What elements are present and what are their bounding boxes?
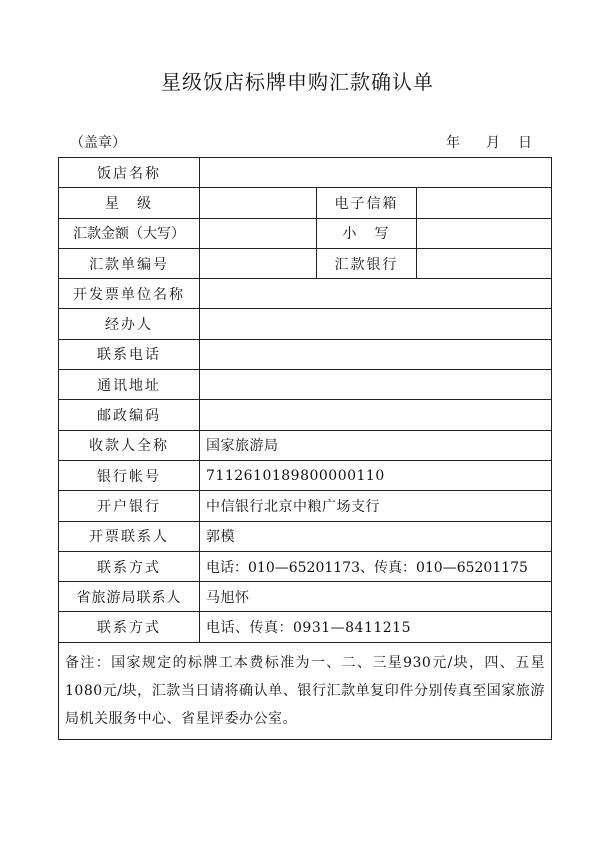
form-row xyxy=(59,521,552,551)
hotel-name-field[interactable] xyxy=(200,158,552,188)
form-row xyxy=(59,309,552,339)
confirmation-form-table xyxy=(58,157,552,740)
amount-lower-field[interactable] xyxy=(417,218,552,248)
remit-bank-label: 汇款银行 xyxy=(317,248,417,278)
payee-label: 收款人全称 xyxy=(59,430,200,460)
prov-contact-value: 马旭怀 xyxy=(200,582,552,612)
form-row xyxy=(59,218,552,248)
address-field[interactable] xyxy=(200,370,552,400)
postcode-label: 邮政编码 xyxy=(59,400,200,430)
handler-label: 经办人 xyxy=(59,309,200,339)
form-row xyxy=(59,460,552,490)
star-level-field[interactable] xyxy=(200,188,317,218)
remit-no-label: 汇款单编号 xyxy=(59,248,200,278)
invoice-contact-label: 开票联系人 xyxy=(59,521,200,551)
amount-upper-label: 汇款金额（大写） xyxy=(59,218,200,248)
document-title: 星级饭店标牌申购汇款确认单 xyxy=(161,70,434,94)
form-row xyxy=(59,339,552,369)
email-label: 电子信箱 xyxy=(317,188,417,218)
amount-lower-label: 小 写 xyxy=(317,218,417,248)
remit-bank-field[interactable] xyxy=(417,248,552,278)
payee-value: 国家旅游局 xyxy=(200,430,552,460)
star-level-label: 星 级 xyxy=(59,188,200,218)
account-value: 711261018980000011​0 xyxy=(200,460,552,490)
handler-field[interactable] xyxy=(200,309,552,339)
invoice-unit-label: 开发票单位名称 xyxy=(59,279,200,309)
note-text: 备注：国家规定的标牌工本费标准为一、二、三星930元/块，四、五星1080元/块，汇款当日请将确认单、银行汇款单复印件分别传真至国家旅游局机关服务中心、省星评委办公室。 xyxy=(59,642,552,739)
form-row xyxy=(59,430,552,460)
hotel-name-label: 饭店名称 xyxy=(59,158,200,188)
form-row xyxy=(59,279,552,309)
contact-value: 电话：010—65201173、传真：010—65201175 xyxy=(200,551,552,581)
form-row xyxy=(59,612,552,642)
contact-label: 联系方式 xyxy=(59,551,200,581)
contact2-label: 联系方式 xyxy=(59,612,200,642)
phone-label: 联系电话 xyxy=(59,339,200,369)
bank-value: 中信银行北京中粮广场支行 xyxy=(200,491,552,521)
prov-contact-label: 省旅游局联系人 xyxy=(59,582,200,612)
form-row xyxy=(59,158,552,188)
date-line xyxy=(446,132,532,152)
form-row xyxy=(59,248,552,278)
invoice-unit-field[interactable] xyxy=(200,279,552,309)
form-row xyxy=(59,188,552,218)
contact2-value: 电话、传真：0931—8411215 xyxy=(200,612,552,642)
date-month-label: 月 xyxy=(486,135,500,151)
stamp-label: （盖章） xyxy=(70,135,126,151)
invoice-contact-value: 郭模 xyxy=(200,521,552,551)
postcode-field[interactable] xyxy=(200,400,552,430)
bank-label: 开户银行 xyxy=(59,491,200,521)
account-label: 银行帐号 xyxy=(59,460,200,490)
email-field[interactable] xyxy=(417,188,552,218)
phone-field[interactable] xyxy=(200,339,552,369)
form-row xyxy=(59,491,552,521)
amount-upper-field[interactable] xyxy=(200,218,317,248)
date-day-label: 日 xyxy=(518,135,532,151)
address-label: 通讯地址 xyxy=(59,370,200,400)
remit-no-field[interactable] xyxy=(200,248,317,278)
form-row xyxy=(59,400,552,430)
form-row xyxy=(59,370,552,400)
form-row xyxy=(59,642,552,739)
form-row xyxy=(59,551,552,581)
form-row xyxy=(59,582,552,612)
date-year-label: 年 xyxy=(446,135,460,151)
